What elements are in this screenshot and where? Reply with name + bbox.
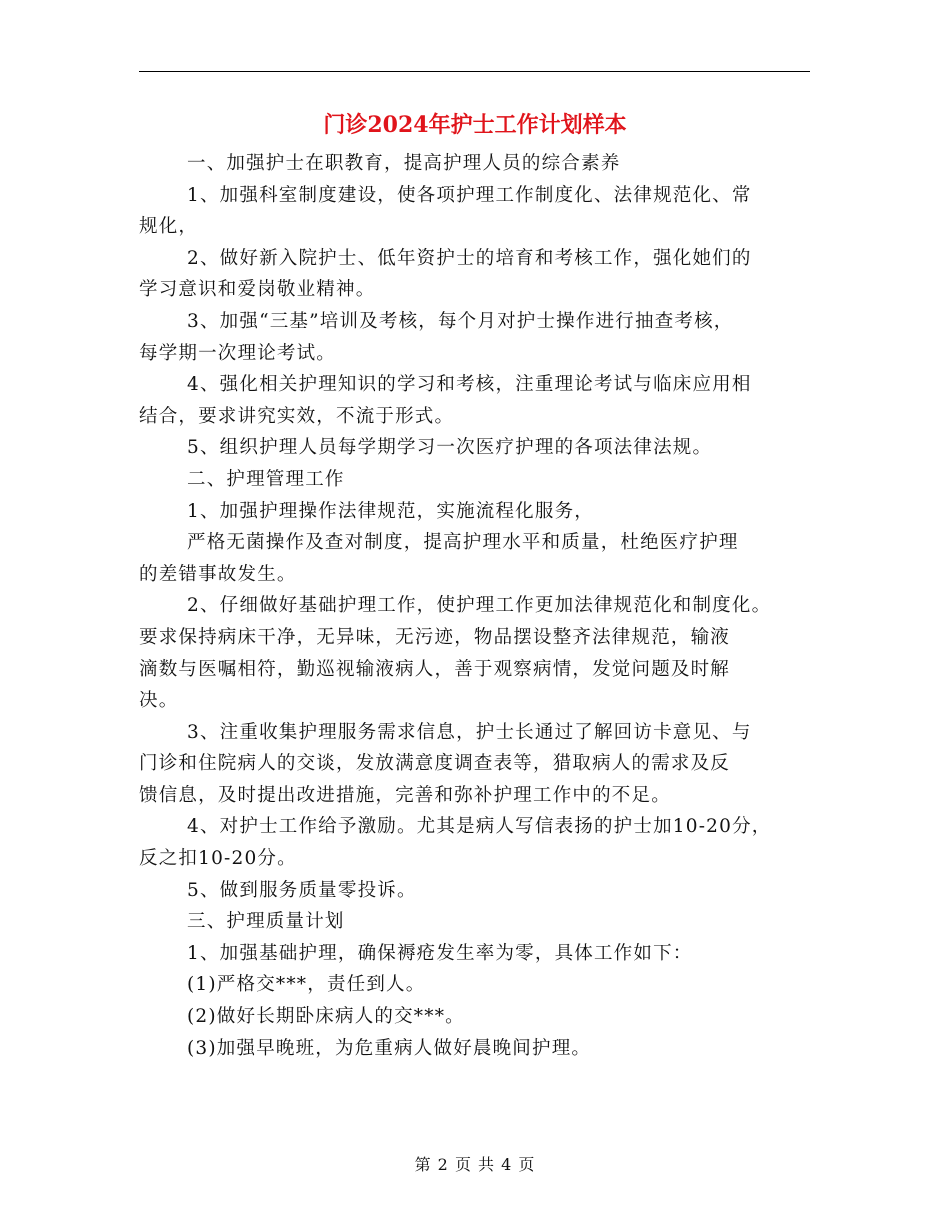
text-line: 每学期一次理论考试。 (139, 342, 337, 364)
text-line: 3、加强“三基”培训及考核，每个月对护士操作进行抽查考核， (187, 310, 734, 332)
text-line: 2、做好新入院护士、低年资护士的培育和考核工作，强化她们的 (187, 247, 752, 269)
text-line: 反之扣10-20分。 (139, 848, 297, 870)
text-line: 馈信息，及时提出改进措施，完善和弥补护理工作中的不足。 (139, 784, 671, 806)
text-line: 规化， (139, 216, 199, 238)
text-line: 1、加强科室制度建设，使各项护理工作制度化、法律规范化、常 (187, 184, 752, 206)
text-line: 5、做到服务质量零投诉。 (187, 879, 417, 901)
document-body (139, 148, 829, 1064)
text-line: 一、加强护士在职教育，提高护理人员的综合素养 (187, 153, 621, 174)
text-line: 4、强化相关护理知识的学习和考核，注重理论考试与临床应用相 (187, 374, 752, 396)
text-line: 门诊和住院病人的交谈，发放满意度调查表等，猎取病人的需求及反 (139, 753, 731, 775)
page-number-footer: 第 2 页 共 4 页 (414, 1155, 536, 1174)
text-line: 5、组织护理人员每学期学习一次医疗护理的各项法律法规。 (187, 437, 713, 459)
text-line: 决。 (139, 690, 179, 712)
text-line: 2、仔细做好基础护理工作，使护理工作更加法律规范化和制度化。 (187, 595, 772, 617)
text-line: (2)做好长期卧床病人的交***。 (187, 1006, 465, 1028)
text-line: 滴数与医嘱相符，勤巡视输液病人，善于观察病情，发觉问题及时解 (139, 658, 731, 680)
text-line: (3)加强早晚班，为危重病人做好晨晚间护理。 (187, 1037, 592, 1059)
text-line: 三、护理质量计划 (187, 911, 345, 933)
document-title: 门诊2024年护士工作计划样本 (323, 112, 627, 138)
text-line: (1)严格交***，责任到人。 (187, 974, 426, 996)
text-line: 4、对护士工作给予激励。尤其是病人写信表扬的护士加10-20分， (187, 816, 772, 838)
text-line: 严格无菌操作及查对制度，提高护理水平和质量，杜绝医疗护理 (187, 532, 739, 554)
text-line: 3、注重收集护理服务需求信息，护士长通过了解回访卡意见、与 (187, 721, 752, 743)
text-line: 的差错事故发生。 (139, 563, 297, 585)
text-line: 二、护理管理工作 (187, 468, 345, 490)
text-line: 结合，要求讲究实效，不流于形式。 (139, 405, 455, 427)
text-line: 要求保持病床干净，无异味，无污迹，物品摆设整齐法律规范，输液 (139, 626, 731, 648)
header-rule (139, 71, 810, 72)
text-line: 1、加强基础护理，确保褥疮发生率为零，具体工作如下： (187, 942, 693, 964)
text-line: 1、加强护理操作法律规范，实施流程化服务， (187, 500, 594, 522)
text-line: 学习意识和爱岗敬业精神。 (139, 279, 376, 301)
